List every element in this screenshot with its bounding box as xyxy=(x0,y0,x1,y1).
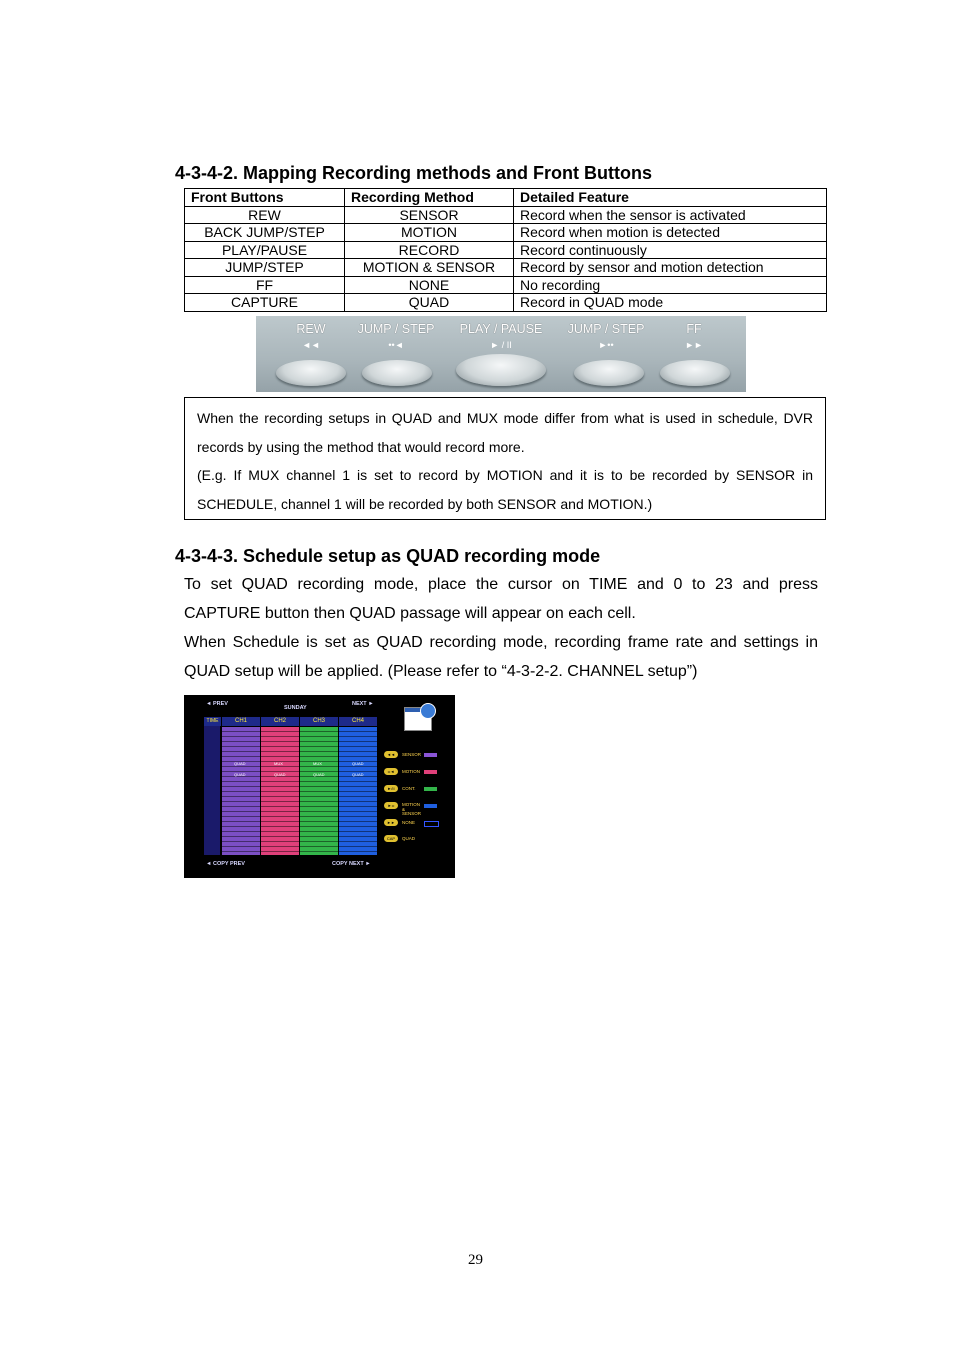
table-header: Detailed Feature xyxy=(514,189,827,207)
channel-column xyxy=(222,727,260,855)
table-cell: Record when motion is detected xyxy=(514,224,827,242)
back-jump-icon: ••◄ xyxy=(388,340,404,350)
cell-label: MUX xyxy=(274,761,283,766)
table-cell: CAPTURE xyxy=(185,294,345,312)
table-row xyxy=(185,241,827,259)
section-title-mapping: 4-3-4-2. Mapping Recording methods and Front Buttons xyxy=(175,163,652,183)
channel-column xyxy=(339,727,377,855)
channel-header: CH3 xyxy=(300,717,338,726)
table-header: Recording Method xyxy=(345,189,514,207)
channel-header: CH4 xyxy=(339,717,377,726)
table-cell: No recording xyxy=(514,276,827,294)
table-cell: MOTION xyxy=(345,224,514,242)
channel-column xyxy=(261,727,299,855)
channel-header: CH1 xyxy=(222,717,260,726)
rewind-icon: ◄◄ xyxy=(302,340,320,350)
back-jump-button xyxy=(362,360,432,386)
table-row xyxy=(185,259,827,277)
cell-label: MUX xyxy=(313,761,322,766)
table-cell: JUMP/STEP xyxy=(185,259,345,277)
table-row xyxy=(185,206,827,224)
quad-cell: QUAD xyxy=(234,772,246,777)
table-cell: Record by sensor and motion detection xyxy=(514,259,827,277)
play-pause-button xyxy=(456,354,546,386)
note-text: When the recording setups in QUAD and MUX mode differ from what is used in schedule, DVR records by using the method that would record more. xyxy=(197,410,813,455)
note-box xyxy=(184,397,826,520)
table-cell: RECORD xyxy=(345,241,514,259)
table-cell: BACK JUMP/STEP xyxy=(185,224,345,242)
jump-button xyxy=(574,360,644,386)
table-cell: PLAY/PAUSE xyxy=(185,241,345,259)
schedule-paragraph-1: To set QUAD recording mode, place the cursor on TIME and 0 to 23 and press CAPTURE button then QUAD passage will appear on each cell. xyxy=(184,576,818,622)
next-label: NEXT ► xyxy=(352,701,374,707)
front-buttons-image xyxy=(256,316,746,392)
quad-cell: QUAD xyxy=(352,772,364,777)
ff-button xyxy=(660,360,730,386)
copy-prev-label: ◄ COPY PREV xyxy=(206,861,245,867)
table-cell: Record continuously xyxy=(514,241,827,259)
jump-icon: ►•• xyxy=(598,340,614,350)
prev-label: ◄ PREV xyxy=(206,701,228,707)
schedule-paragraph-2: When Schedule is set as QUAD recording mode, recording frame rate and settings in QUAD setup will be applied. (Please refer to “4-3-2-2. CHANNEL setup”) xyxy=(184,634,818,680)
table-cell: REW xyxy=(185,206,345,224)
day-label: SUNDAY xyxy=(284,705,307,711)
table-row xyxy=(185,294,827,312)
channel-column xyxy=(300,727,338,855)
table-cell: QUAD xyxy=(345,294,514,312)
quad-cell: QUAD xyxy=(274,772,286,777)
button-label-ff: FF xyxy=(686,322,702,336)
calendar-icon xyxy=(404,707,432,731)
table-cell: FF xyxy=(185,276,345,294)
table-cell: Record in QUAD mode xyxy=(514,294,827,312)
table-cell: NONE xyxy=(345,276,514,294)
button-label-jump: JUMP / STEP xyxy=(567,322,645,336)
mapping-table xyxy=(184,188,827,312)
table-cell: Record when the sensor is activated xyxy=(514,206,827,224)
button-label-back-jump: JUMP / STEP xyxy=(357,322,435,336)
schedule-screen-image: ◄ PREV SUNDAY NEXT ► TIME CH1 CH2 CH3 CH4 QUAD MUX MUX QUAD QUAD QUAD QUAD QUAD ◄ COPY PREV COPY NEXT ► ◄◄ SENSOR ••◄ MOTION ►/II CONT. ►•• MOTION & SENSOR ►► NONE CAP QUAD xyxy=(184,695,455,878)
rew-button xyxy=(276,360,346,386)
clock-icon xyxy=(420,703,436,719)
section-title-schedule: 4-3-4-3. Schedule setup as QUAD recording mode xyxy=(175,546,601,566)
button-label-play-pause: PLAY / PAUSE xyxy=(459,322,543,336)
quad-cell: QUAD xyxy=(313,772,325,777)
table-row xyxy=(185,224,827,242)
button-label-rew: REW xyxy=(296,322,326,336)
play-pause-icon: ► / II xyxy=(490,340,512,350)
fast-forward-icon: ►► xyxy=(685,340,703,350)
table-header-row xyxy=(185,189,827,207)
time-header: TIME xyxy=(204,717,221,726)
table-cell: SENSOR xyxy=(345,206,514,224)
cell-label: QUAD xyxy=(352,761,364,766)
copy-next-label: COPY NEXT ► xyxy=(332,861,371,867)
cell-label: QUAD xyxy=(234,761,246,766)
table-header: Front Buttons xyxy=(185,189,345,207)
table-row xyxy=(185,276,827,294)
table-cell: MOTION & SENSOR xyxy=(345,259,514,277)
page-number: 29 xyxy=(468,1252,483,1268)
channel-header: CH2 xyxy=(261,717,299,726)
time-column xyxy=(204,717,220,855)
note-example: (E.g. If MUX channel 1 is set to record by MOTION and it is to be recorded by SENSOR in SCHEDULE, channel 1 will be recorded by both SENSOR and MOTION.) xyxy=(197,467,813,512)
